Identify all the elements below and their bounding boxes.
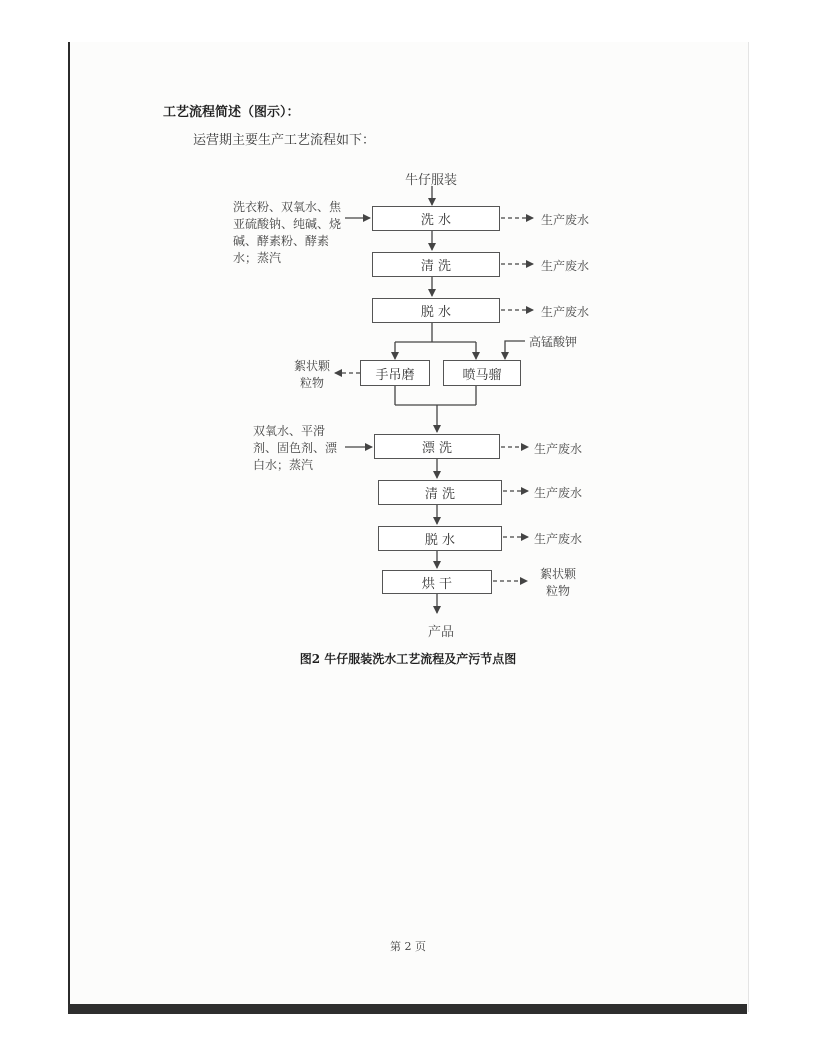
step-wash (372, 206, 500, 231)
wastewater-label: 生产废水 (541, 305, 590, 319)
step-dewater-2-label: 脱 水 (424, 533, 456, 548)
step-hand-sand-label: 手吊磨 (375, 367, 415, 383)
wastewater-label: 生产废水 (541, 213, 590, 227)
wastewater-label: 生产废水 (534, 532, 583, 546)
step-rinse-2 (378, 480, 502, 505)
input-label: 牛仔服装 (405, 173, 458, 188)
output-label: 产品 (428, 625, 455, 640)
step-rinse-2-label: 清 洗 (424, 487, 456, 502)
step-spray-label: 喷马骝 (462, 367, 502, 383)
intro-text: 运营期主要生产工艺流程如下： (193, 133, 376, 148)
step-spray (443, 360, 521, 386)
wastewater-label: 生产废水 (534, 442, 583, 456)
step-dewater-2 (378, 526, 502, 551)
particles-right-label: 絮状颗粒物 (539, 567, 576, 598)
wastewater-label: 生产废水 (541, 259, 590, 273)
particles-left-label: 絮状颗粒物 (293, 359, 330, 390)
step-rinse-1 (372, 252, 500, 277)
step-dewater-1 (372, 298, 500, 323)
step-rinse-1-label: 清 洗 (420, 259, 452, 274)
step-dry (382, 570, 492, 594)
wastewater-label: 生产废水 (534, 486, 583, 500)
step-dewater-1-label: 脱 水 (420, 305, 452, 320)
step-bleach (374, 434, 500, 459)
page-number: 第 2 页 (390, 940, 426, 953)
section-heading: 工艺流程简述（图示）： (163, 105, 300, 120)
step-hand-sand (360, 360, 430, 386)
permanganate-label: 高锰酸钾 (529, 335, 578, 349)
step-dry-label: 烘 干 (421, 576, 453, 592)
bleach-chemicals: 双氧水、平滑剂、固色剂、漂白水；蒸汽 (253, 424, 338, 472)
wash-chemicals: 洗衣粉、双氧水、焦亚硫酸钠、纯碱、烧碱、酵素粉、酵素水；蒸汽 (233, 200, 342, 265)
figure-caption: 图2 牛仔服装洗水工艺流程及产污节点图 (299, 652, 517, 666)
step-bleach-label: 漂 洗 (421, 441, 453, 456)
step-wash-label: 洗 水 (420, 213, 452, 228)
